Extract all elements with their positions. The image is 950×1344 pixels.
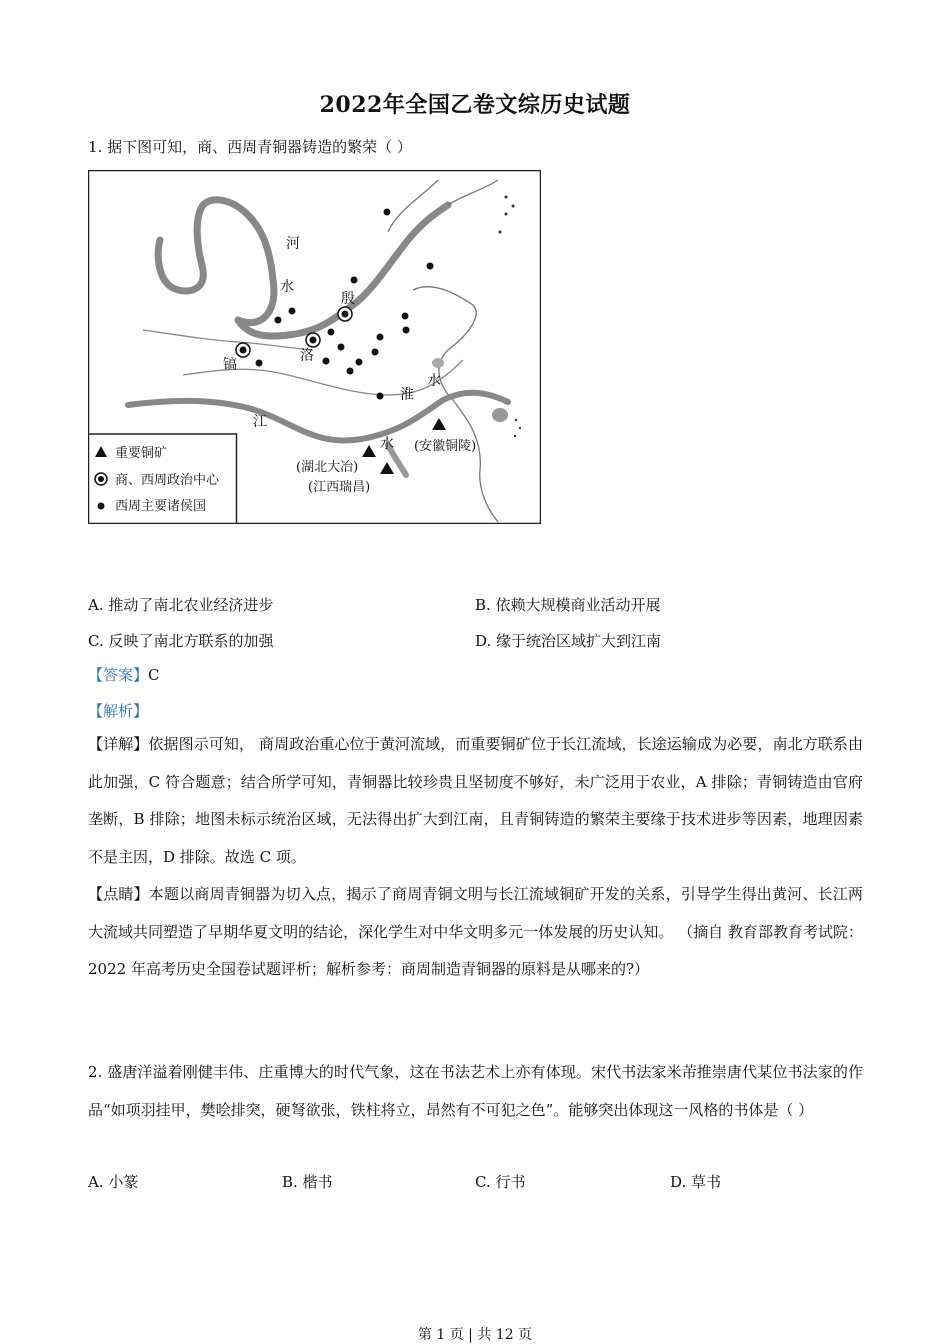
q2-option-d: D. 草书 bbox=[670, 1173, 722, 1191]
label-shui2: 水 bbox=[427, 373, 441, 389]
q2-option-c: C. 行书 bbox=[475, 1173, 526, 1191]
legend-mine-label: 重要铜矿 bbox=[115, 446, 168, 461]
q1-comment: 【点睛】本题以商周青铜器为切入点，揭示了商周青铜文明与长江流域铜矿开发的关系，引导学生得出黄河、长江两大流域共同塑造了早期华夏文明的结论，深化学生对中华文明多元一体发展的历史认知。 （摘自 教育部教育考试院：2022 年高考历史全国卷试题评析；解析参考：商周制造青铜器的原料是从哪来的?） bbox=[88, 885, 863, 978]
legend-state-icon bbox=[98, 503, 105, 510]
page-title: 2022年全国乙卷文综历史试题 bbox=[319, 92, 631, 118]
q1-option-c: C. 反映了南北方联系的加强 bbox=[88, 632, 274, 650]
question-2-stem: 2. 盛唐洋溢着刚健丰伟、庄重博大的时代气象，这在书法艺术上亦有体现。宋代书法家米芾推崇唐代某位书法家的作品“如项羽挂甲，樊哙排突，硬弩欲张，铁柱将立，昂然有不可犯之色”。能够突出体现这一风格的书体是（ ） bbox=[88, 1063, 863, 1119]
label-jiang: 江 bbox=[253, 414, 267, 430]
label-luo: 洛 bbox=[300, 348, 314, 364]
q1-option-b: B. 依赖大规模商业活动开展 bbox=[475, 596, 661, 614]
q1-option-d: D. 缘于统治区域扩大到江南 bbox=[475, 632, 662, 650]
hongze-lake bbox=[432, 358, 444, 368]
label-shui3: 水 bbox=[380, 436, 394, 452]
map-svg bbox=[88, 170, 541, 524]
answer-label: 【答案】 bbox=[88, 666, 149, 684]
legend-capital-label: 商、西周政治中心 bbox=[115, 473, 220, 488]
answer-value: C bbox=[148, 666, 160, 684]
q1-option-a: A. 推动了南北农业经济进步 bbox=[88, 596, 274, 614]
label-huai: 淮 bbox=[400, 387, 414, 403]
label-jiangxi: (江西瑞昌) bbox=[308, 480, 371, 495]
q2-option-b: B. 楷书 bbox=[282, 1173, 333, 1191]
question-1-stem: 1. 据下图可知，商、西周青铜器铸造的繁荣（ ） bbox=[88, 138, 412, 156]
label-hubei: (湖北大冶) bbox=[296, 460, 359, 475]
label-yin: 殷 bbox=[341, 291, 355, 307]
map-legend bbox=[89, 434, 237, 524]
label-hao: 镐 bbox=[223, 357, 237, 373]
bronze-mine-map bbox=[88, 170, 541, 524]
page-footer: 第 1 页 | 共 12 页 bbox=[417, 1327, 533, 1343]
q1-answer bbox=[88, 665, 160, 685]
q1-detail: 【详解】依据图示可知， 商周政治重心位于黄河流域，而重要铜矿位于长江流域，长途运输成为必要，南北方联系由此加强，C 符合题意；结合所学可知，青铜器比较珍贵且坚韧度不够好，未广泛用于农业，A 排除；青铜铸造由官府垄断，B 排除；地图未标示统治区域，无法得出扩大到江南，且青铜铸造的繁荣主要缘于技术进步等因素，地理因素不是主因，D 排除。故选 C 项。 bbox=[88, 735, 863, 866]
q2-option-a: A. 小篆 bbox=[88, 1173, 139, 1191]
tai-lake bbox=[492, 408, 508, 422]
label-shui1: 水 bbox=[280, 279, 294, 295]
legend-state-label: 西周主要诸侯国 bbox=[115, 499, 207, 514]
label-he: 河 bbox=[286, 236, 300, 252]
q1-analysis-label: 【解析】 bbox=[88, 702, 149, 720]
label-anhui: (安徽铜陵) bbox=[414, 439, 477, 454]
